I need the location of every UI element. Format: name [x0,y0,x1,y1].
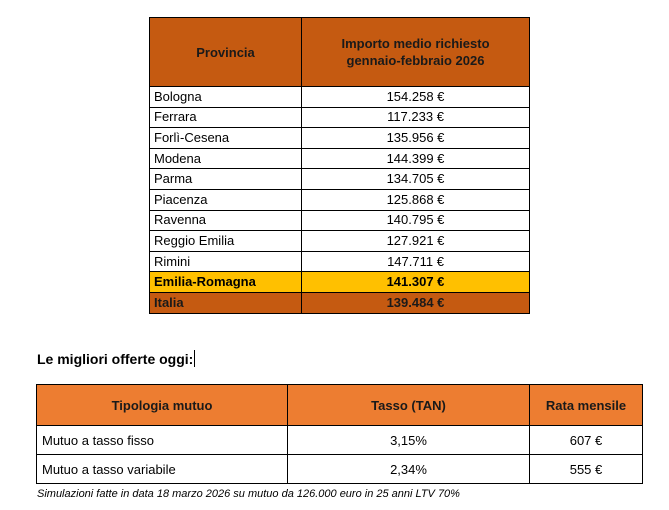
mortgage-rate: 3,15% [288,426,530,455]
italia-total-row [150,292,530,313]
province-name: Ferrara [150,107,302,128]
offers-subtitle [37,350,195,367]
table-row [37,455,643,484]
header-provincia: Provincia [150,18,302,87]
province-amount: 144.399 € [302,148,530,169]
table-row [150,251,530,272]
italia-name: Italia [150,292,302,313]
province-name: Parma [150,169,302,190]
header-tipologia: Tipologia mutuo [37,385,288,426]
province-amount: 125.868 € [302,189,530,210]
table-row [150,87,530,108]
province-name: Piacenza [150,189,302,210]
header-importo [302,18,530,87]
province-amount: 154.258 € [302,87,530,108]
province-amount: 147.711 € [302,251,530,272]
province-name: Modena [150,148,302,169]
table-row [37,426,643,455]
province-amount: 140.795 € [302,210,530,231]
header-tasso: Tasso (TAN) [288,385,530,426]
simulation-footnote: Simulazioni fatte in data 18 marzo 2026 su mutuo da 126.000 euro in 25 anni LTV 70% [37,488,460,500]
mortgage-installment: 607 € [530,426,643,455]
province-amount: 127.921 € [302,231,530,252]
province-amount: 134.705 € [302,169,530,190]
table-header-row [150,18,530,87]
header-rata: Rata mensile [530,385,643,426]
mortgage-offers-table [36,384,643,484]
province-name: Forlì-Cesena [150,128,302,149]
mortgage-type: Mutuo a tasso fisso [37,426,288,455]
province-amount: 117.233 € [302,107,530,128]
table-row [150,169,530,190]
province-amount-table [149,17,530,314]
region-name: Emilia-Romagna [150,272,302,293]
offers-subtitle-text: Le migliori offerte oggi: [37,351,194,367]
province-name: Rimini [150,251,302,272]
province-name: Ravenna [150,210,302,231]
table-row [150,189,530,210]
header-importo-line1: Importo medio richiesto [341,36,490,51]
mortgage-installment: 555 € [530,455,643,484]
mortgage-rate: 2,34% [288,455,530,484]
table-header-row [37,385,643,426]
table-row [150,210,530,231]
table-row [150,148,530,169]
province-name: Bologna [150,87,302,108]
mortgage-type: Mutuo a tasso variabile [37,455,288,484]
region-total-row [150,272,530,293]
header-importo-line2: gennaio-febbraio 2026 [346,53,485,68]
text-cursor [194,350,195,367]
province-name: Reggio Emilia [150,231,302,252]
table-row [150,128,530,149]
table-row [150,231,530,252]
province-amount: 135.956 € [302,128,530,149]
region-amount: 141.307 € [302,272,530,293]
table-row [150,107,530,128]
italia-amount: 139.484 € [302,292,530,313]
